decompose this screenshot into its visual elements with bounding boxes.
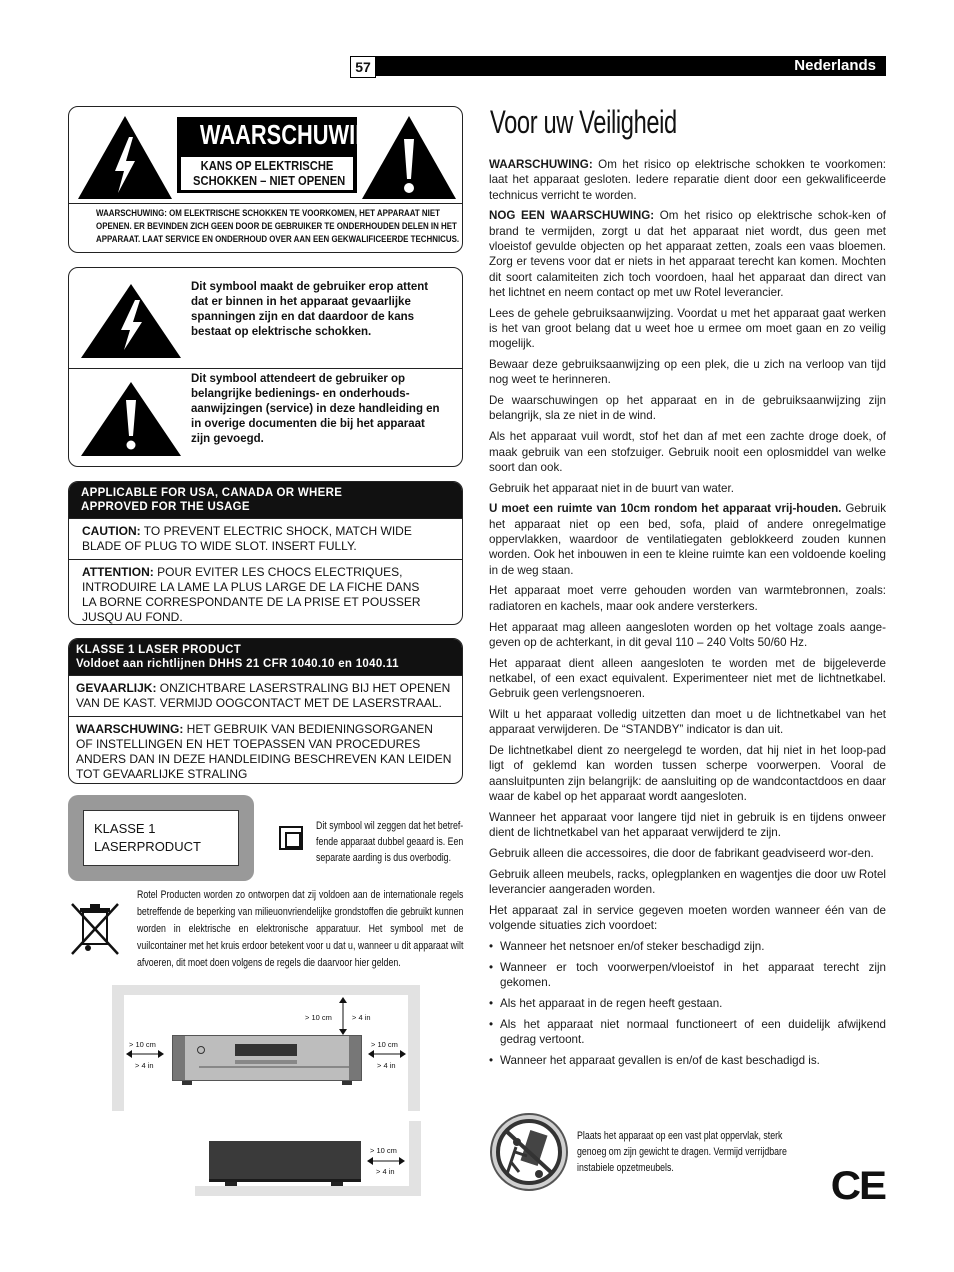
usa-header-line2: APPROVED FOR THE USAGE bbox=[81, 501, 250, 513]
lightning-triangle-icon bbox=[75, 113, 175, 203]
laser-danger-body: ONZICHTBARE LASERSTRALING BIJ HET OPENEN VAN DE KAST. VERMIJD OOGCONTACT MET DE LASERSTRAAL. bbox=[76, 681, 451, 710]
shelf-diagram bbox=[195, 1121, 421, 1196]
ce-mark-icon: CE bbox=[830, 1164, 885, 1208]
article-body bbox=[489, 157, 886, 1073]
list-item: • Als het apparaat in de regen heeft gestaan. bbox=[489, 996, 886, 1011]
symbols-divider bbox=[69, 368, 462, 369]
caution-body: TO PREVENT ELECTRIC SHOCK, MATCH WIDE BLADE OF PLUG TO WIDE SLOT. INSERT FULLY. bbox=[82, 524, 412, 553]
warning-divider bbox=[69, 203, 462, 204]
exclamation-symbol-text: Dit symbool attendeert de gebruiker op belangrijke bedienings- en onderhouds-aanwijzingen (service) in deze handleiding en in overige documenten die bij het apparaat zijn gevoegd. bbox=[191, 373, 440, 445]
page-title: Voor uw Veiligheid bbox=[490, 104, 677, 140]
caution-label: CAUTION: bbox=[82, 524, 141, 538]
laser-warning-label: WAARSCHUWING: bbox=[76, 722, 184, 736]
warning-label: WAARSCHUWING: bbox=[489, 158, 593, 171]
usa-header bbox=[69, 482, 462, 518]
up-down-arrow-icon bbox=[338, 997, 348, 1035]
language-header: Nederlands bbox=[376, 56, 886, 76]
device-front-illustration bbox=[172, 1035, 362, 1081]
device-side-illustration bbox=[209, 1141, 361, 1182]
warning-text-line2: OPENEN. ER BEVINDEN ZICH GEEN DOOR DE GEBRUIKER TE ONDERHOUDEN DELEN IN HET bbox=[96, 221, 457, 231]
laser-warning-body: HET GEBRUIK VAN BEDIENINGSORGANEN OF INSTELLINGEN EN HET TOEPASSEN VAN PROCEDURES ANDERS DAN IN DEZE HANDLEIDING BESCHREVEN KAN LEIDEN TOT GEVAARLIJKE STRALING bbox=[76, 722, 452, 781]
laser-danger-text bbox=[69, 675, 462, 716]
warning-text-line1: WAARSCHUWING: OM ELEKTRISCHE SCHOKKEN TE VOORKOMEN, HET APPARAAT NIET bbox=[96, 208, 440, 218]
warning-subtitle-line1: KANS OP ELEKTRISCHE bbox=[200, 158, 334, 173]
laser-header bbox=[69, 639, 462, 675]
paragraph: Wanneer het apparaat voor langere tijd niet in gebruik is en tijdens onweer dient de lichtnetkabel van het apparaat verwijderd te zijn. bbox=[489, 810, 886, 840]
paragraph: Als het apparaat vuil wordt, stof het dan af met een zachte droge doek, of maak gebruik van een stofzuiger. Gebruik nooit een oplosmiddel van welke soort dan ook. bbox=[489, 430, 886, 474]
weee-text: Rotel Producten worden zo ontworpen dat zij voldoen aan de internationale regels betreffende de beperking van milieuonvriendelijke grondstoffen die gebruikt kunnen worden in elektrische en elektronische apparatuur. Het symbool met de vuilcontainer met het kruis erdoor betekent voor u dat u, wanneer u dit apparaat wilt afvoeren, dit moet doen volgens de regels die daarvoor hier gelden. bbox=[137, 889, 464, 969]
crossed-out-bin-icon bbox=[68, 900, 122, 958]
paragraph: De lichtnetkabel dient zo neergelegd te worden, dat hij niet in het loop-pad ligt of geklemd kan worden tussen scherpe voorwerpen. Vooral de aansluitpunten zijn belangrijk: de aansluiting op de wandcontactdoos en daar waar de kabel op het apparaat wordt aangesloten. bbox=[489, 744, 886, 803]
paragraph: Gebruik alleen meubels, racks, oplegplanken en wagentjes die door uw Rotel leverancier aangeraden worden. bbox=[489, 867, 886, 896]
symbols-box bbox=[68, 267, 463, 467]
right-clearance-in: > 4 in bbox=[377, 1061, 396, 1070]
paragraph: Wilt u het apparaat volledig uitzetten dan moet u de lichtnetkabel van het apparaat verwijderen. De “STANDBY” indicator is dan uit. bbox=[489, 708, 886, 737]
laser-label bbox=[83, 810, 239, 866]
attention-label: ATTENTION: bbox=[82, 565, 154, 579]
top-clearance-in: > 4 in bbox=[352, 1013, 371, 1022]
laser-label-line1: KLASSE 1 bbox=[94, 821, 156, 836]
lightning-triangle-icon bbox=[79, 282, 183, 360]
warning-subtitle bbox=[181, 157, 353, 190]
left-right-arrow-icon bbox=[126, 1050, 164, 1058]
paragraph-warning bbox=[489, 157, 886, 203]
cart-warning-text: Plaats het apparaat op een vast plat oppervlak, sterk genoeg om zijn gewicht te dragen. Vermijd verrijdbare instabiele opzetmeubels. bbox=[577, 1130, 787, 1174]
caution-text bbox=[69, 518, 462, 559]
clearance-label: U moet een ruimte van 10cm rondom het apparaat vrij-houden. bbox=[489, 502, 842, 516]
left-right-arrow-icon bbox=[367, 1157, 405, 1165]
paragraph: Het apparaat moet verre gehouden worden van warmtebronnen, zoals: radiatoren en kachels, maar ook andere versterkers. bbox=[489, 584, 886, 613]
usa-header-line1: APPLICABLE FOR USA, CANADA OR WHERE bbox=[81, 487, 343, 499]
list-item: • Wanneer het netsnoer en/of steker beschadigd zijn. bbox=[489, 939, 886, 954]
list-item: • Als het apparaat niet normaal functioneert of een duidelijk afwijkend gedrag vertoont. bbox=[489, 1017, 886, 1048]
paragraph-clearance bbox=[489, 501, 886, 577]
page-number: 57 bbox=[350, 56, 376, 78]
warning-text bbox=[73, 207, 460, 246]
laser-danger-label: GEVAARLIJK: bbox=[76, 681, 157, 695]
paragraph: De waarschuwingen op het apparaat en in de gebruiksaanwijzing zijn belangrijk, sla ze niet in de wind. bbox=[489, 394, 886, 423]
shelf-clearance-in: > 4 in bbox=[376, 1167, 395, 1176]
list-item: • Wanneer het apparaat gevallen is en/of de kast beschadigd is. bbox=[489, 1053, 886, 1068]
paragraph: Het apparaat dient alleen aangesloten te worden met de bijgeleverde netkabel, of een exact equivalent. Experimenteer niet met de lichtnetkabel. Gebruik geen verlengsnoeren. bbox=[489, 656, 886, 701]
left-right-arrow-icon bbox=[368, 1050, 406, 1058]
paragraph: Gebruik het apparaat niet in de buurt van water. bbox=[489, 481, 734, 495]
warning-box bbox=[68, 106, 463, 253]
usa-canada-box bbox=[68, 481, 463, 625]
paragraph-text: Gebruik het apparaat niet op een bed, sofa, plaid of andere onregelmatige oppervlakken, waardoor de ventilatiegaten geblokkeerd zouden kunnen worden. Ook het inbouwen in een te kleine ruimte kan een voldoende koeling in de weg staan. bbox=[489, 502, 886, 577]
warning-subtitle-line2: SCHOKKEN – NIET OPENEN bbox=[193, 173, 346, 188]
warning-title-panel bbox=[177, 117, 388, 193]
left-clearance-in: > 4 in bbox=[135, 1061, 154, 1070]
left-clearance-cm: > 10 cm bbox=[129, 1040, 156, 1049]
shelf-clearance-cm: > 10 cm bbox=[370, 1146, 397, 1155]
double-insulation-text: Dit symbool wil zeggen dat het betref-fende apparaat dubbel geaard is. Een separate aarding is dus overbodig. bbox=[316, 820, 464, 864]
clearance-diagram bbox=[112, 985, 420, 1111]
paragraph: Het apparaat zal in service gegeven moeten worden wanneer één van de volgende situaties zich voordoet: bbox=[489, 903, 886, 933]
warning-text-line3: APPARAAT. LAAT SERVICE EN ONDERHOUD OVER AAN EEN GEKWALIFICEERDE TECHNICUS. bbox=[96, 234, 460, 244]
attention-body: POUR EVITER LES CHOCS ELECTRIQUES, INTRODUIRE LA LAME LA PLUS LARGE DE LA FICHE DANS LA BORNE CORRESPONDANTE DE LA PRISE ET POUSSER JUSQU AU FOND. bbox=[82, 565, 421, 624]
paragraph: Het apparaat mag alleen aangesloten worden op het voltage zoals aange-geven op de achterkant, in dit geval 110 – 240 Volts 50/60 Hz. bbox=[489, 620, 886, 649]
double-insulation-icon bbox=[279, 826, 303, 850]
list-item: • Wanneer er toch voorwerpen/vloeistof in het apparaat terecht zijn gekomen. bbox=[489, 960, 886, 991]
right-clearance-cm: > 10 cm bbox=[371, 1040, 398, 1049]
laser-label-line2: LASERPRODUCT bbox=[94, 839, 201, 854]
paragraph: Bewaar deze gebruiksaanwijzing op een plek, die u zich na verloop van tijd nog weet te herinneren. bbox=[489, 358, 886, 387]
no-cart-warning-icon bbox=[489, 1112, 569, 1192]
paragraph-text: Om het risico op elektrische schok-ken of brand te vermijden, zorgt u dat het apparaat niet wordt, dus geen met vloeistof gevulde objecten op het apparaat zetten, zoals een vaas bloemen. Zorg er tevens voor dat er niets in het apparaat terecht kan komen. Mochten dit soort calamiteiten zich toch voordoen, haal het apparaat dan direct van het lichtnet en neem contact op met uw Rotel leverancier. bbox=[489, 209, 886, 299]
paragraph: Gebruik alleen die accessoires, die door de fabrikant geadviseerd wor-den. bbox=[489, 846, 874, 860]
lightning-symbol-text: Dit symbool maakt de gebruiker erop attent dat er binnen in het apparaat gevaarlijke spanningen zijn en dat daardoor de kans bestaat op elektrische schokken. bbox=[191, 281, 429, 338]
laser-warning-text bbox=[69, 716, 462, 784]
paragraph-text: Om het risico op elektrische schokken te voorkomen: laat het apparaat gesloten. Iedere reparatie dient door een gekwalificeerde technicus verricht te worden. bbox=[489, 158, 886, 202]
laser-header-line1: KLASSE 1 LASER PRODUCT bbox=[76, 644, 242, 656]
exclamation-triangle-icon bbox=[79, 380, 183, 458]
laser-header-line2: Voldoet aan richtlijnen DHHS 21 CFR 1040.10 en 1040.11 bbox=[76, 658, 399, 670]
exclamation-triangle-icon bbox=[359, 113, 459, 203]
warning-title: WAARSCHUWING bbox=[199, 119, 388, 150]
top-clearance-cm: > 10 cm bbox=[305, 1013, 332, 1022]
another-warning-label: NOG EEN WAARSCHUWING: bbox=[489, 209, 655, 223]
paragraph: Lees de gehele gebruiksaanwijzing. Voordat u met het apparaat gaat werken is het van groot belang dat u weet hoe u ermee om moet gaan en zo veilig mogelijk. bbox=[489, 306, 886, 351]
attention-text bbox=[69, 559, 462, 625]
paragraph-another-warning bbox=[489, 208, 886, 300]
laser-box bbox=[68, 638, 463, 784]
